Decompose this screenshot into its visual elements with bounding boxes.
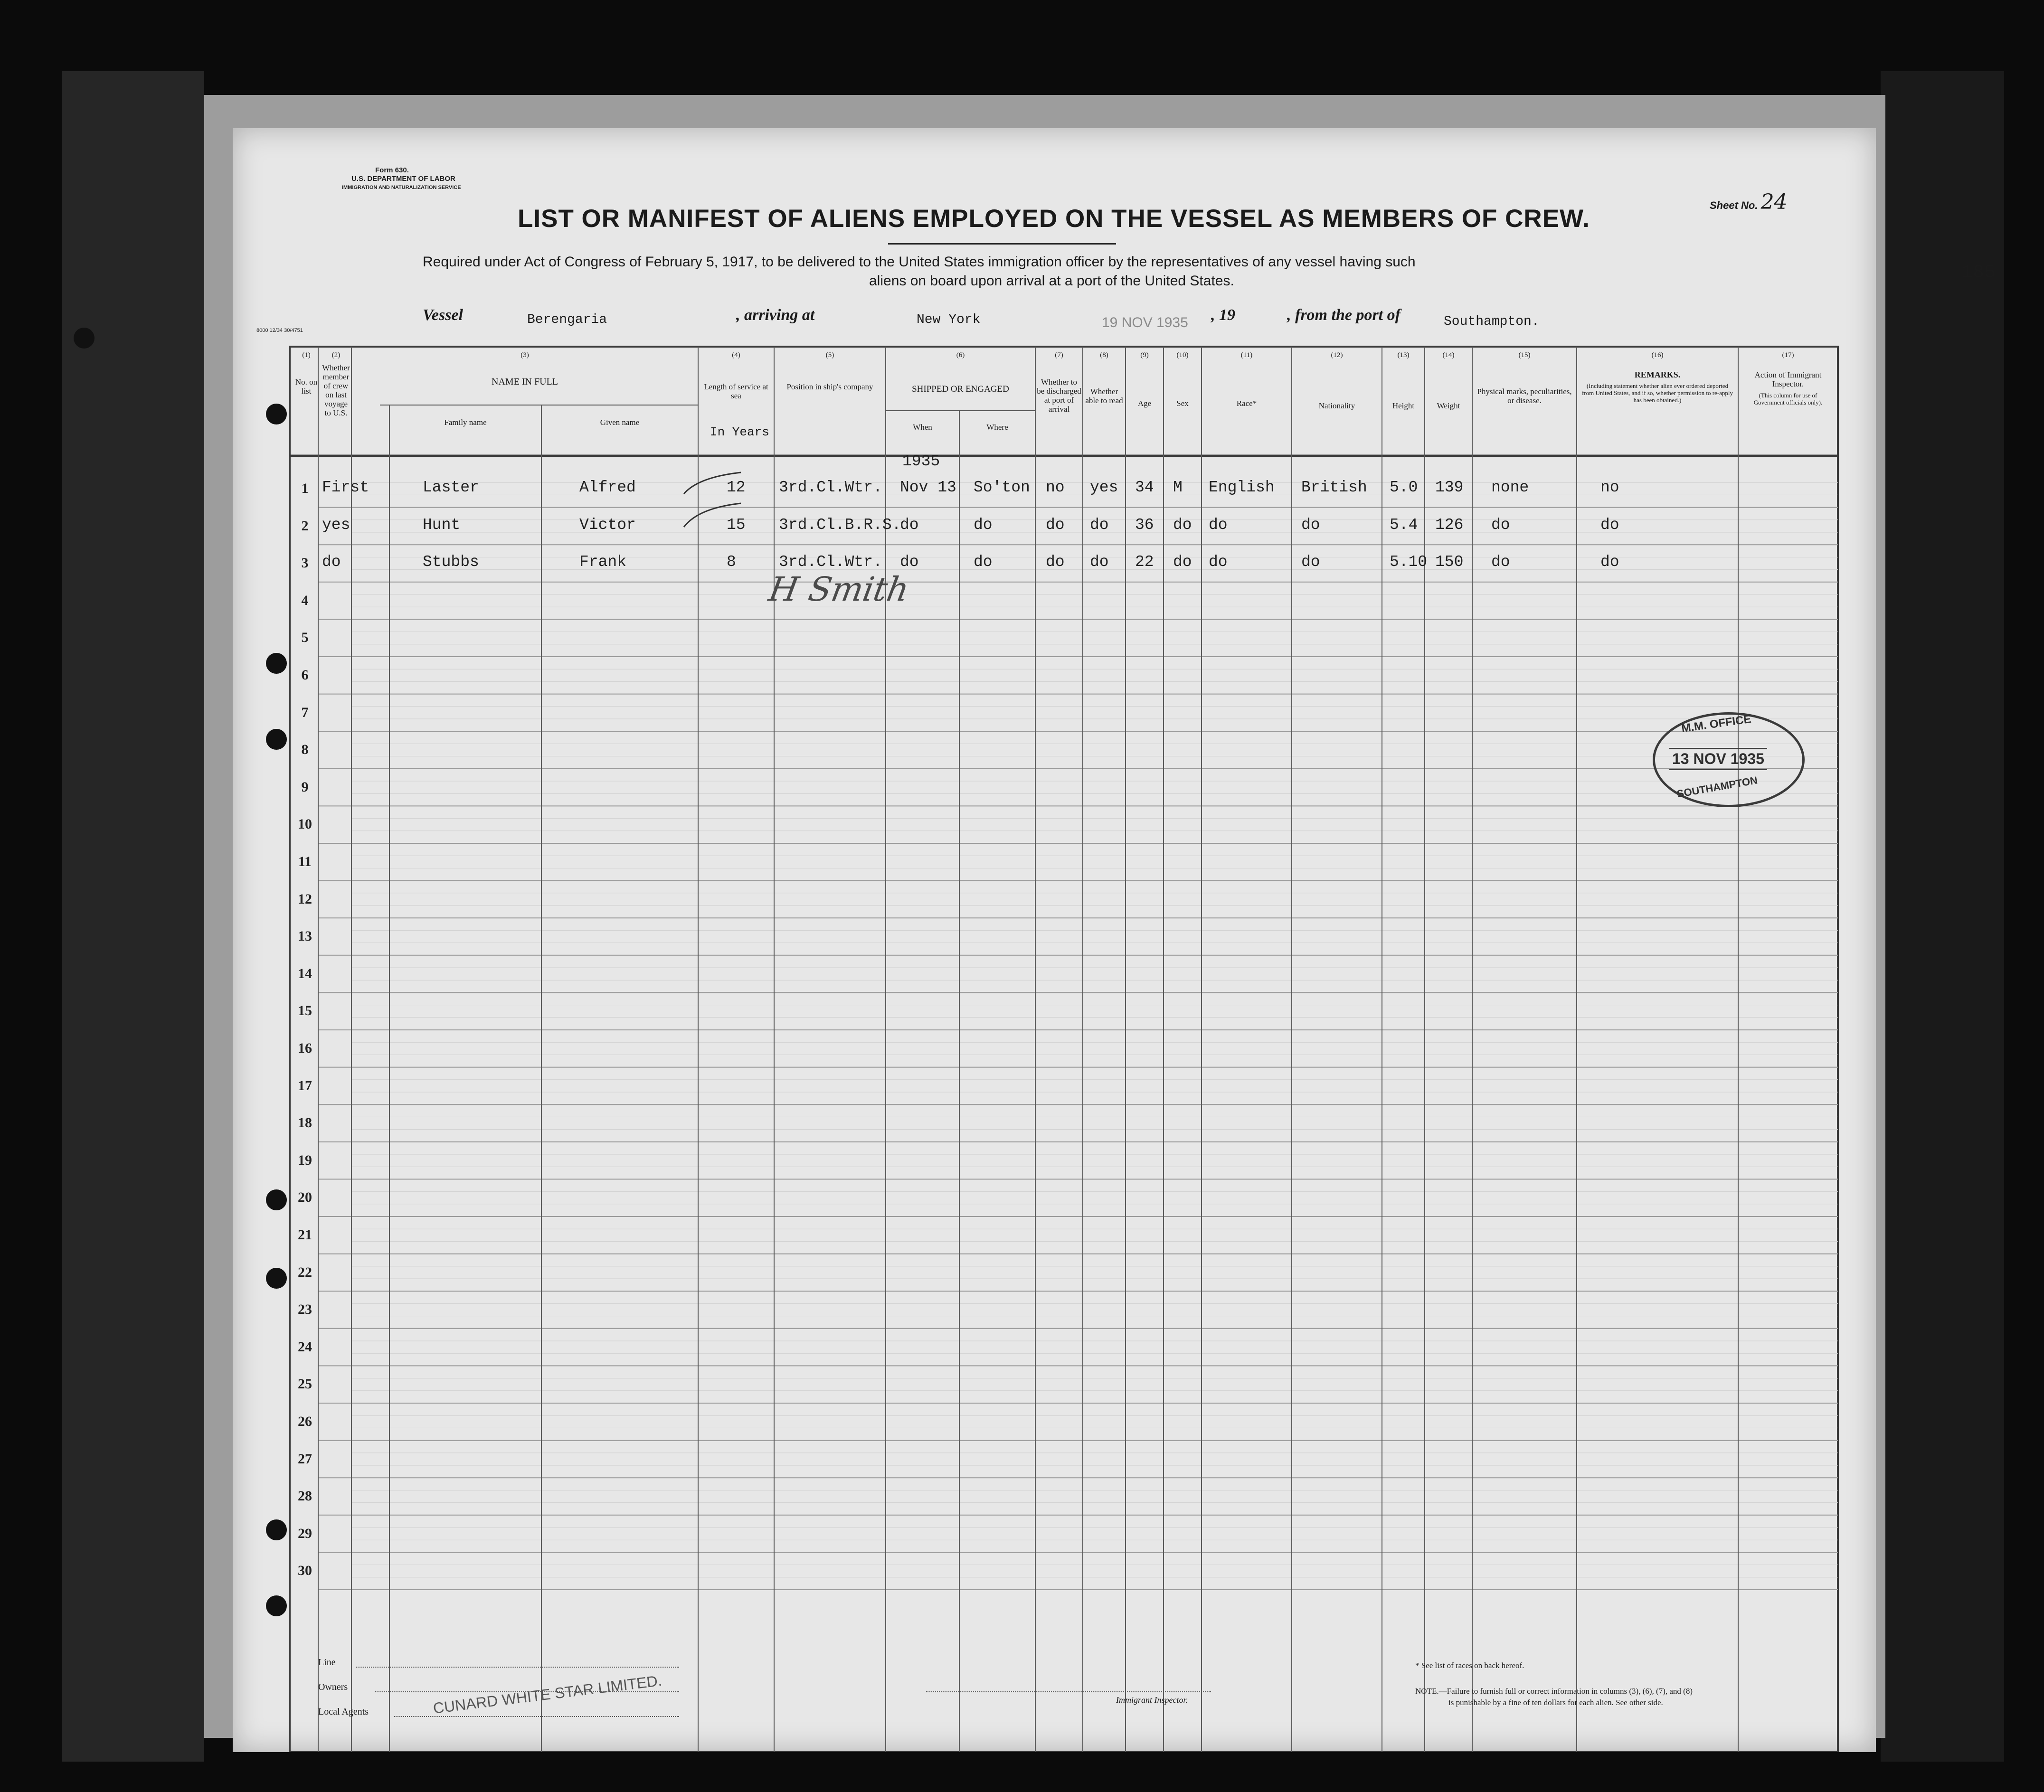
where-header: Where (986, 423, 1008, 432)
binder-hole (266, 653, 287, 674)
service-brackets (679, 470, 746, 537)
entry-marks: none (1491, 479, 1529, 496)
entry-when: do (900, 553, 919, 571)
col-1-number: (1) (302, 351, 311, 359)
entry-service: 15 (727, 516, 746, 534)
col-4-number: (4) (732, 351, 740, 359)
row-number: 6 (301, 667, 309, 683)
entry-position: 3rd.Cl.Wtr. (779, 553, 882, 571)
binder-hole (266, 1519, 287, 1540)
col-5-header: Position in ship's company (786, 382, 873, 391)
entry-nationality: do (1301, 553, 1320, 571)
entry-weight: 139 (1435, 479, 1464, 496)
vessel-name: Berengaria (527, 312, 607, 327)
film-edge-left (62, 71, 204, 1762)
row-number: 27 (298, 1451, 312, 1467)
manifest-sheet (233, 128, 1996, 1752)
entry-age: 36 (1135, 516, 1154, 534)
col-4-units: In Years (710, 425, 769, 439)
col-2-header: Whether member of crew on last voyage to U.S. (322, 363, 350, 417)
entry-family: Laster (423, 479, 479, 496)
entry-race: English (1209, 479, 1275, 496)
entry-when: Nov 13 (900, 479, 956, 496)
subtitle-line-1: Required under Act of Congress of February 5, 1917, to be delivered to the United States immigration officer by the representatives of any vessel having such (423, 254, 1416, 270)
row-number: 3 (301, 555, 309, 571)
col-13-header: Height (1392, 401, 1415, 410)
entry-weight: 150 (1435, 553, 1464, 571)
binder-hole (74, 328, 95, 349)
col-10-header: Sex (1176, 399, 1189, 408)
entry-race: do (1209, 553, 1228, 571)
entry-race: do (1209, 516, 1228, 534)
entry-discharged: do (1046, 553, 1065, 571)
footer-note-fine-cont: is punishable by a fine of ten dollars for each alien. See other side. (1448, 1698, 1663, 1707)
binder-hole (266, 1268, 287, 1289)
col-8-number: (8) (1100, 351, 1108, 359)
arrival-date-stamp: 19 NOV 1935 (1102, 315, 1188, 330)
entry-given: Frank (579, 553, 627, 571)
col-17-number: (17) (1782, 351, 1794, 359)
year-label: , 19 (1211, 306, 1235, 324)
col-17-note: (This column for use of Government officials only). (1753, 392, 1823, 406)
service-name: IMMIGRATION AND NATURALIZATION SERVICE (342, 185, 461, 190)
row-number: 9 (301, 779, 309, 795)
entry-nationality: do (1301, 516, 1320, 534)
col-9-header: Age (1137, 399, 1152, 408)
film-edge-right (1881, 71, 2004, 1762)
entry-last-voyage: do (322, 553, 341, 571)
entry-height: 5.4 (1390, 516, 1418, 534)
entry-marks: do (1491, 516, 1510, 534)
footer-owners-label: Owners (318, 1682, 348, 1692)
row-number: 1 (301, 481, 309, 496)
col-6-header: SHIPPED OR ENGAGED (912, 384, 1009, 394)
entry-read: do (1090, 516, 1109, 534)
col-14-number: (14) (1442, 351, 1455, 359)
binder-hole (266, 404, 287, 424)
entry-height: 5.0 (1390, 479, 1418, 496)
col-11-header: Race* (1236, 399, 1257, 408)
col-17-header: Action of Immigrant Inspector. (1754, 370, 1822, 388)
footer-note-fine: NOTE.—Failure to furnish full or correct information in columns (3), (6), (7), and (8) (1415, 1687, 1693, 1696)
entry-remarks: do (1600, 516, 1619, 534)
entry-remarks: do (1600, 553, 1619, 571)
entry-family: Hunt (423, 516, 461, 534)
arriving-port: New York (917, 312, 981, 327)
stamp-top-text: M.M. OFFICE (1680, 712, 1752, 736)
row-number: 16 (298, 1040, 312, 1056)
col-4-header: Length of service at sea (704, 382, 768, 400)
row-number: 22 (298, 1264, 312, 1280)
family-name-header: Family name (444, 418, 487, 427)
col-6-number: (6) (956, 351, 965, 359)
entry-given: Alfred (579, 479, 636, 496)
col-16-number: (16) (1651, 351, 1664, 359)
binder-hole (266, 1189, 287, 1210)
entry-sex: do (1173, 553, 1192, 571)
row-number: 21 (298, 1227, 312, 1243)
col-8-header: Whether able to read (1085, 387, 1123, 405)
entry-service: 8 (727, 553, 736, 571)
col-16-note: (Including statement whether alien ever ordered deported from United States, and if so, whether permission to re-apply has been obtained.) (1581, 382, 1733, 404)
from-port: Southampton. (1444, 314, 1540, 329)
entry-last-voyage: First (322, 479, 369, 496)
stamp-bottom-text: SOUTHAMPTON (1676, 774, 1759, 800)
row-number: 30 (298, 1563, 312, 1579)
year-entry: 1935 (902, 453, 940, 470)
print-code: 8000 12/34 30/4751 (256, 328, 303, 333)
row-number: 12 (298, 891, 312, 907)
signature: H Smith (766, 570, 912, 609)
entry-last-voyage: yes (322, 516, 350, 534)
row-number: 14 (298, 965, 312, 981)
entry-remarks: no (1600, 479, 1619, 496)
entry-height: 5.10 (1390, 553, 1428, 571)
office-stamp (1653, 712, 1805, 807)
entry-read: yes (1090, 479, 1118, 496)
row-number: 26 (298, 1414, 312, 1429)
col-12-header: Nationality (1318, 401, 1355, 410)
row-number: 7 (301, 704, 309, 720)
row-number: 19 (298, 1152, 312, 1168)
entry-given: Victor (579, 516, 636, 534)
form-number: Form 630. (375, 166, 409, 174)
page-number: 185 (1961, 262, 1996, 283)
row-number: 28 (298, 1488, 312, 1504)
col-10-number: (10) (1176, 351, 1189, 359)
sheet-label: Sheet No. (1710, 199, 1758, 211)
row-number: 2 (301, 518, 309, 534)
entry-read: do (1090, 553, 1109, 571)
col-5-number: (5) (825, 351, 834, 359)
from-port-label: , from the port of (1287, 306, 1401, 324)
entry-when: do (900, 516, 919, 534)
footer-line-label: Line (318, 1657, 336, 1668)
entry-sex: do (1173, 516, 1192, 534)
given-name-header: Given name (600, 418, 640, 427)
entry-sex: M (1173, 479, 1183, 496)
entry-weight: 126 (1435, 516, 1464, 534)
col-1-header: No. on list (295, 377, 318, 396)
footer-agents-label: Local Agents (318, 1707, 369, 1717)
entry-position: 3rd.Cl.B.R.S. (779, 516, 901, 534)
row-number: 13 (298, 928, 312, 944)
arriving-label: , arriving at (736, 306, 815, 324)
subtitle-line-2: aliens on board upon arrival at a port of the United States. (869, 273, 1234, 289)
col-15-number: (15) (1518, 351, 1531, 359)
company-stamp: CUNARD WHITE STAR LIMITED. (432, 1671, 663, 1717)
binder-hole (266, 729, 287, 750)
entry-age: 22 (1135, 553, 1154, 571)
footer-line-rule (356, 1667, 679, 1668)
entry-nationality: British (1301, 479, 1367, 496)
row-number: 18 (298, 1115, 312, 1131)
entry-discharged: do (1046, 516, 1065, 534)
col-7-header: Whether to be discharged at port of arrival (1037, 377, 1081, 414)
col-11-number: (11) (1240, 351, 1253, 359)
page-title: LIST OR MANIFEST OF ALIENS EMPLOYED ON THE VESSEL AS MEMBERS OF CREW. (518, 205, 1590, 233)
entry-position: 3rd.Cl.Wtr. (779, 479, 882, 496)
row-number: 23 (298, 1302, 312, 1318)
stamp-date: 13 NOV 1935 (1669, 748, 1767, 770)
entry-marks: do (1491, 553, 1510, 571)
col-2-number: (2) (331, 351, 341, 359)
col-3-header: NAME IN FULL (492, 377, 558, 387)
row-number: 10 (298, 816, 312, 832)
row-number: 11 (298, 854, 312, 869)
row-number: 24 (298, 1339, 312, 1355)
entry-service: 12 (727, 479, 746, 496)
entry-where: do (974, 553, 993, 571)
row-number: 20 (298, 1189, 312, 1206)
binder-hole (266, 1595, 287, 1616)
row-number: 17 (298, 1077, 312, 1094)
footer-note-races: * See list of races on back hereof. (1415, 1661, 1524, 1670)
row-number: 4 (301, 592, 309, 608)
col-7-number: (7) (1055, 351, 1063, 359)
row-number: 15 (298, 1003, 312, 1019)
row-number: 29 (298, 1525, 312, 1541)
entry-where: So'ton (974, 479, 1030, 496)
col-12-number: (12) (1331, 351, 1343, 359)
entry-family: Stubbs (423, 553, 479, 571)
col-3-number: (3) (520, 351, 529, 359)
when-header: When (913, 423, 932, 432)
col-16-header: REMARKS. (1634, 370, 1681, 379)
entry-age: 34 (1135, 479, 1154, 496)
inspector-signature-rule (926, 1691, 1211, 1692)
row-number: 8 (301, 742, 309, 758)
entry-where: do (974, 516, 993, 534)
inspector-label: Immigrant Inspector. (1116, 1695, 1188, 1705)
sheet-value: 24 (1760, 190, 1788, 214)
col-14-header: Weight (1437, 401, 1460, 410)
department-name: U.S. DEPARTMENT OF LABOR (351, 175, 455, 183)
entry-discharged: no (1046, 479, 1065, 496)
col-13-number: (13) (1397, 351, 1410, 359)
row-number: 5 (301, 630, 309, 646)
col-9-number: (9) (1140, 351, 1149, 359)
col-15-header: Physical marks, peculiarities, or disease. (1477, 387, 1572, 405)
vessel-label: Vessel (423, 306, 463, 324)
row-number: 25 (298, 1376, 312, 1392)
